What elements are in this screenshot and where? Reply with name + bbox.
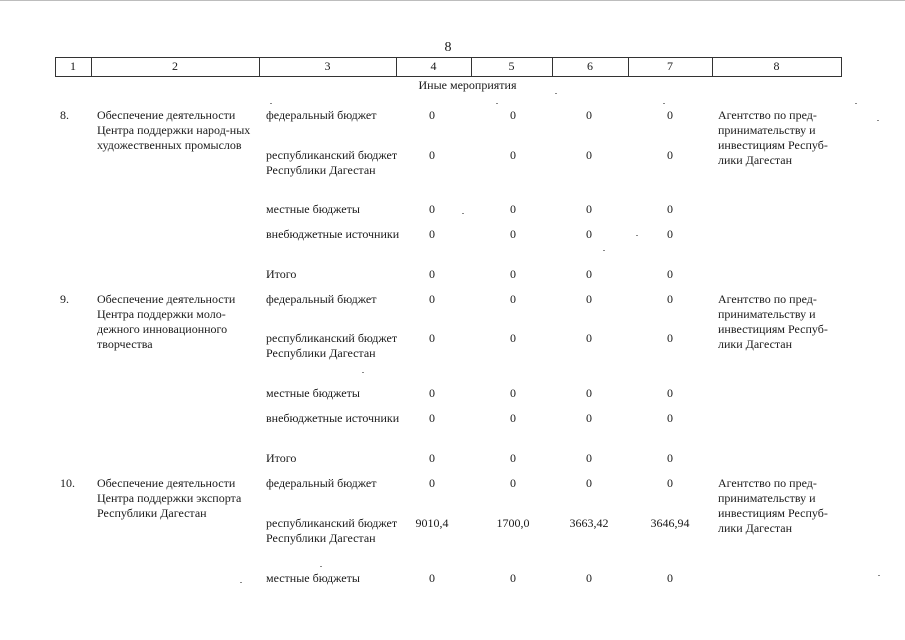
value-col-5: 0 [510, 571, 516, 585]
activity-name: Обеспечение деятельности Центра поддержки народ-ных художественных промыслов [97, 108, 251, 152]
value-col-6: 0 [586, 292, 592, 306]
value-col-6: 3663,42 [569, 516, 609, 530]
row-number: 10. [60, 476, 75, 490]
value-col-5: 0 [510, 476, 516, 490]
header-col-8: 8 [773, 59, 780, 73]
row-number: 9. [60, 292, 69, 306]
funding-source: федеральный бюджет [266, 476, 377, 490]
value-col-4: 0 [429, 292, 435, 306]
header-col-3: 3 [324, 59, 331, 73]
scan-speck [270, 103, 272, 104]
value-col-5: 0 [510, 292, 516, 306]
value-col-4: 0 [429, 571, 435, 585]
value-col-4: 0 [429, 227, 435, 241]
value-col-5: 0 [510, 202, 516, 216]
value-col-5: 0 [510, 386, 516, 400]
row-number: 8. [60, 108, 69, 122]
scan-speck [462, 213, 464, 214]
value-col-7: 0 [667, 148, 673, 162]
funding-source-total: Итого [266, 451, 297, 465]
value-col-7: 3646,94 [650, 516, 690, 530]
funding-source: республиканский бюджет Республики Дагестан [266, 331, 398, 360]
section-title-text: Иные мероприятия [418, 78, 517, 92]
value-col-6: 0 [586, 331, 592, 345]
value-col-7: 0 [667, 386, 673, 400]
activity-name: Обеспечение деятельности Центра поддержки экспорта Республики Дагестан [97, 476, 242, 520]
value-col-4: 9010,4 [415, 516, 449, 530]
value-col-4: 0 [429, 411, 435, 425]
value-col-4: 0 [429, 331, 435, 345]
value-col-6: 0 [586, 451, 592, 465]
value-col-5: 0 [510, 267, 516, 281]
header-col-6: 6 [587, 59, 593, 73]
section-title [0, 78, 905, 93]
value-col-7: 0 [667, 411, 673, 425]
value-col-4: 0 [429, 202, 435, 216]
funding-source: местные бюджеты [266, 571, 360, 585]
value-col-6: 0 [586, 148, 592, 162]
value-col-5: 0 [510, 331, 516, 345]
scan-speck [496, 103, 498, 104]
value-col-6: 0 [586, 108, 592, 122]
value-col-4: 0 [429, 108, 435, 122]
value-col-7: 0 [667, 267, 673, 281]
value-col-4: 0 [429, 148, 435, 162]
column-number-header [55, 57, 842, 77]
value-col-6: 0 [586, 202, 592, 216]
funding-source: внебюджетные источники [266, 227, 400, 241]
scan-speck [855, 103, 857, 104]
activity-name: Обеспечение деятельности Центра поддержки моло-дежного инновационного творчества [97, 292, 236, 351]
value-col-4: 0 [429, 267, 435, 281]
scan-speck [663, 103, 665, 104]
value-col-7: 0 [667, 292, 673, 306]
funding-source-total: Итого [266, 267, 297, 281]
value-col-6: 0 [586, 571, 592, 585]
scan-speck [877, 120, 879, 121]
value-col-6: 0 [586, 267, 592, 281]
responsible-agency: Агентство по пред-принимательству и инвестициям Респуб-лики Дагестан [718, 108, 828, 167]
scan-speck [320, 566, 322, 567]
header-col-2: 2 [172, 59, 178, 73]
page-number: 8 [444, 40, 452, 55]
value-col-5: 0 [510, 411, 516, 425]
header-divider [841, 58, 842, 76]
value-col-6: 0 [586, 227, 592, 241]
scan-speck [636, 235, 638, 236]
scan-speck [362, 372, 364, 373]
value-col-7: 0 [667, 331, 673, 345]
value-col-7: 0 [667, 571, 673, 585]
value-col-5: 1700,0 [496, 516, 530, 530]
value-col-6: 0 [586, 386, 592, 400]
funding-source: республиканский бюджет Республики Дагестан [266, 148, 398, 177]
value-col-7: 0 [667, 227, 673, 241]
header-col-1: 1 [70, 59, 76, 73]
value-col-7: 0 [667, 476, 673, 490]
value-col-4: 0 [429, 476, 435, 490]
value-col-5: 0 [510, 227, 516, 241]
value-col-4: 0 [429, 386, 435, 400]
value-col-7: 0 [667, 108, 673, 122]
value-col-7: 0 [667, 202, 673, 216]
page-top-edge [0, 0, 905, 1]
value-col-6: 0 [586, 476, 592, 490]
funding-source: федеральный бюджет [266, 292, 377, 306]
header-col-4: 4 [430, 59, 437, 73]
value-col-5: 0 [510, 451, 516, 465]
funding-source: республиканский бюджет Республики Дагестан [266, 516, 398, 545]
responsible-agency: Агентство по пред-принимательству и инвестициям Респуб-лики Дагестан [718, 292, 828, 351]
value-col-4: 0 [429, 451, 435, 465]
value-col-7: 0 [667, 451, 673, 465]
funding-source: федеральный бюджет [266, 108, 377, 122]
scan-speck [603, 250, 605, 251]
funding-source: местные бюджеты [266, 202, 360, 216]
scan-speck [240, 582, 242, 583]
scan-speck [878, 575, 880, 576]
value-col-5: 0 [510, 108, 516, 122]
funding-source: внебюджетные источники [266, 411, 400, 425]
value-col-6: 0 [586, 411, 592, 425]
responsible-agency: Агентство по пред-принимательству и инвестициям Респуб-лики Дагестан [718, 476, 828, 535]
header-col-7: 7 [667, 59, 673, 73]
scan-speck [555, 93, 557, 94]
value-col-5: 0 [510, 148, 516, 162]
header-col-5: 5 [508, 59, 515, 73]
funding-source: местные бюджеты [266, 386, 360, 400]
